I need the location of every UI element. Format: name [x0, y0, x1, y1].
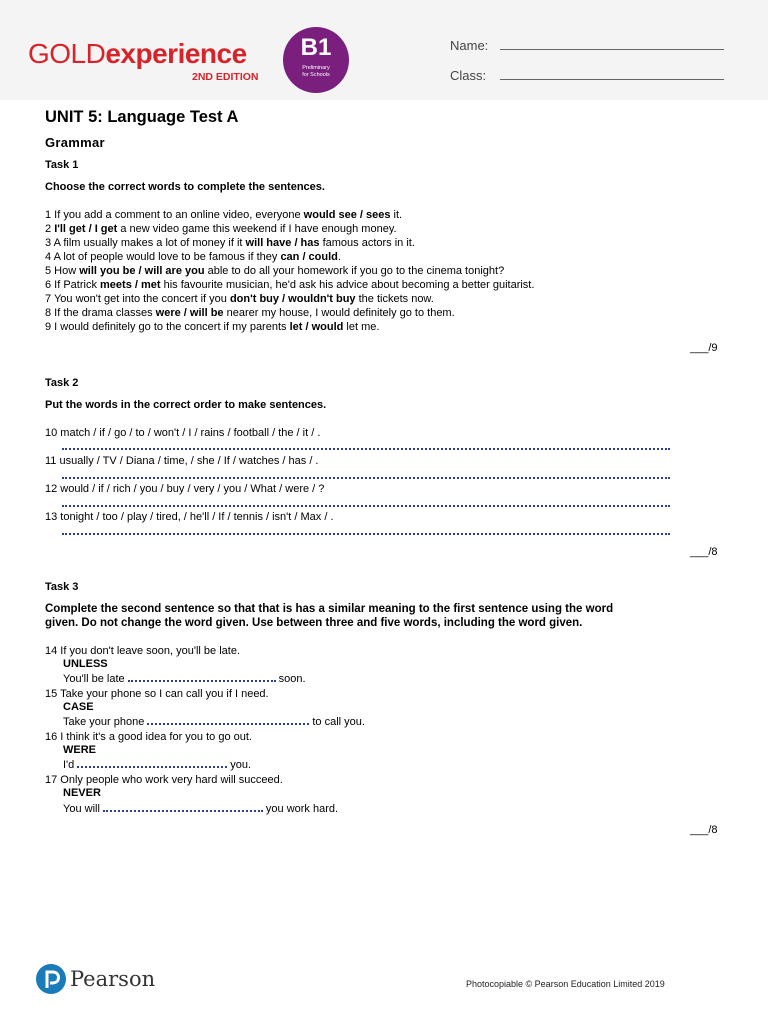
- item-text: let me.: [343, 321, 380, 333]
- badge-sub-line2: for Schools: [302, 72, 330, 78]
- gold-experience-logo: [28, 38, 247, 70]
- badge-level: B1: [300, 34, 332, 61]
- item-text: a new video game this weekend if I have enough money.: [117, 223, 397, 235]
- answer-line[interactable]: [62, 448, 670, 450]
- item-options[interactable]: I'll get / I get: [54, 223, 118, 235]
- item-text: 6 If Patrick: [45, 279, 101, 291]
- item-text: his favourite musician, he'd ask his advice about becoming a better guitarist.: [160, 279, 535, 291]
- task3-given-word: WERE: [63, 744, 96, 756]
- badge-subtitle: [283, 65, 349, 79]
- item-options[interactable]: meets / met: [100, 279, 161, 291]
- answer-line[interactable]: [62, 477, 670, 479]
- task1-item: [45, 292, 434, 306]
- name-label: Name:: [450, 38, 489, 53]
- item-text: 9 I would definitely go to the concert if my parents: [45, 321, 290, 333]
- task3-sentence: 14 If you don't leave soon, you'll be late.: [45, 645, 240, 657]
- answer-suffix: you work hard.: [265, 803, 339, 815]
- task3-given-word: CASE: [63, 701, 94, 713]
- task3-instruction-line1: Complete the second sentence so that that is has a similar meaning to the first sentence using the word: [45, 603, 614, 615]
- task1-item: [45, 320, 379, 334]
- item-text: it.: [390, 209, 403, 221]
- task2-item: 10 match / if / go / to / won't / I / rains / football / the / it / .: [45, 427, 321, 439]
- level-badge: [283, 27, 349, 93]
- pearson-logo-icon: [36, 964, 66, 999]
- page-header: [0, 0, 768, 100]
- answer-suffix: you.: [230, 759, 252, 771]
- task2-item: 13 tonight / too / play / tired, / he'll / If / tennis / isn't / Max / .: [45, 511, 334, 523]
- task3-instruction-line2: given. Do not change the word given. Use between three and five words, including the word given.: [45, 617, 583, 629]
- answer-blank[interactable]: [128, 671, 276, 682]
- pearson-wordmark: Pearson: [70, 967, 156, 991]
- answer-prefix: You'll be late: [63, 673, 125, 685]
- copyright-text: Photocopiable © Pearson Education Limited 2019: [466, 979, 665, 989]
- logo-gold-text: GOLD: [28, 38, 106, 69]
- logo-edition-text: 2ND EDITION: [192, 71, 259, 83]
- item-options[interactable]: would see / sees: [303, 209, 391, 221]
- section-heading: Grammar: [45, 135, 105, 150]
- item-text: 5 How: [45, 265, 80, 277]
- answer-prefix: Take your phone: [63, 716, 145, 728]
- item-text: 2: [45, 223, 55, 235]
- class-field[interactable]: [500, 79, 724, 80]
- item-text: 8 If the drama classes: [45, 307, 156, 319]
- item-options[interactable]: let / would: [289, 321, 344, 333]
- item-text: .: [337, 251, 341, 263]
- task3-answer-row: [63, 714, 365, 729]
- task1-score: ___/9: [690, 342, 718, 354]
- logo-experience-text: experience: [105, 38, 247, 69]
- task2-item: 12 would / if / rich / you / buy / very / you / What / were / ?: [45, 483, 325, 495]
- task3-score: ___/8: [690, 824, 718, 836]
- item-options[interactable]: will you be / will are you: [79, 265, 205, 277]
- task1-item: [45, 278, 534, 292]
- task1-item: [45, 306, 455, 320]
- task1-instruction: Choose the correct words to complete the sentences.: [45, 181, 325, 193]
- task1-item: [45, 222, 397, 236]
- task3-sentence: 16 I think it's a good idea for you to go out.: [45, 731, 252, 743]
- answer-line[interactable]: [62, 533, 670, 535]
- item-text: 1 If you add a comment to an online video, everyone: [45, 209, 304, 221]
- task1-heading: Task 1: [45, 159, 79, 171]
- task3-given-word: UNLESS: [63, 658, 108, 670]
- item-options[interactable]: can / could: [280, 251, 338, 263]
- answer-prefix: I'd: [63, 759, 75, 771]
- item-text: 7 You won't get into the concert if you: [45, 293, 230, 305]
- answer-suffix: to call you.: [312, 716, 365, 728]
- task1-item: [45, 236, 415, 250]
- task1-item: [45, 264, 504, 278]
- item-text: famous actors in it.: [319, 237, 415, 249]
- answer-line[interactable]: [62, 505, 670, 507]
- item-text: the tickets now.: [355, 293, 434, 305]
- class-label: Class:: [450, 68, 487, 83]
- item-text: 3 A film usually makes a lot of money if it: [45, 237, 246, 249]
- task1-item: [45, 250, 341, 264]
- task3-heading: Task 3: [45, 581, 79, 593]
- task3-given-word: NEVER: [63, 787, 101, 799]
- item-options[interactable]: were / will be: [155, 307, 224, 319]
- item-options[interactable]: don't buy / wouldn't buy: [229, 293, 356, 305]
- item-text: able to do all your homework if you go to the cinema tonight?: [204, 265, 505, 277]
- task3-answer-row: [63, 801, 338, 816]
- answer-suffix: soon.: [278, 673, 306, 685]
- task1-item: [45, 208, 402, 222]
- answer-blank[interactable]: [147, 714, 309, 725]
- answer-blank[interactable]: [103, 801, 263, 812]
- item-text: nearer my house, I would definitely go to them.: [223, 307, 455, 319]
- item-text: 4 A lot of people would love to be famous if they: [45, 251, 281, 263]
- task2-heading: Task 2: [45, 377, 79, 389]
- answer-prefix: You will: [63, 803, 100, 815]
- name-field[interactable]: [500, 49, 724, 50]
- task2-score: ___/8: [690, 546, 718, 558]
- task2-item: 11 usually / TV / Diana / time, / she / If / watches / has / .: [45, 455, 319, 467]
- task3-answer-row: [63, 671, 306, 686]
- badge-sub-line1: Preliminary: [302, 65, 330, 71]
- answer-blank[interactable]: [77, 757, 227, 768]
- item-options[interactable]: will have / has: [245, 237, 320, 249]
- task3-sentence: 17 Only people who work very hard will succeed.: [45, 774, 283, 786]
- task3-answer-row: [63, 757, 251, 772]
- task2-instruction: Put the words in the correct order to make sentences.: [45, 399, 327, 411]
- task3-sentence: 15 Take your phone so I can call you if I need.: [45, 688, 269, 700]
- page-title: UNIT 5: Language Test A: [45, 108, 239, 126]
